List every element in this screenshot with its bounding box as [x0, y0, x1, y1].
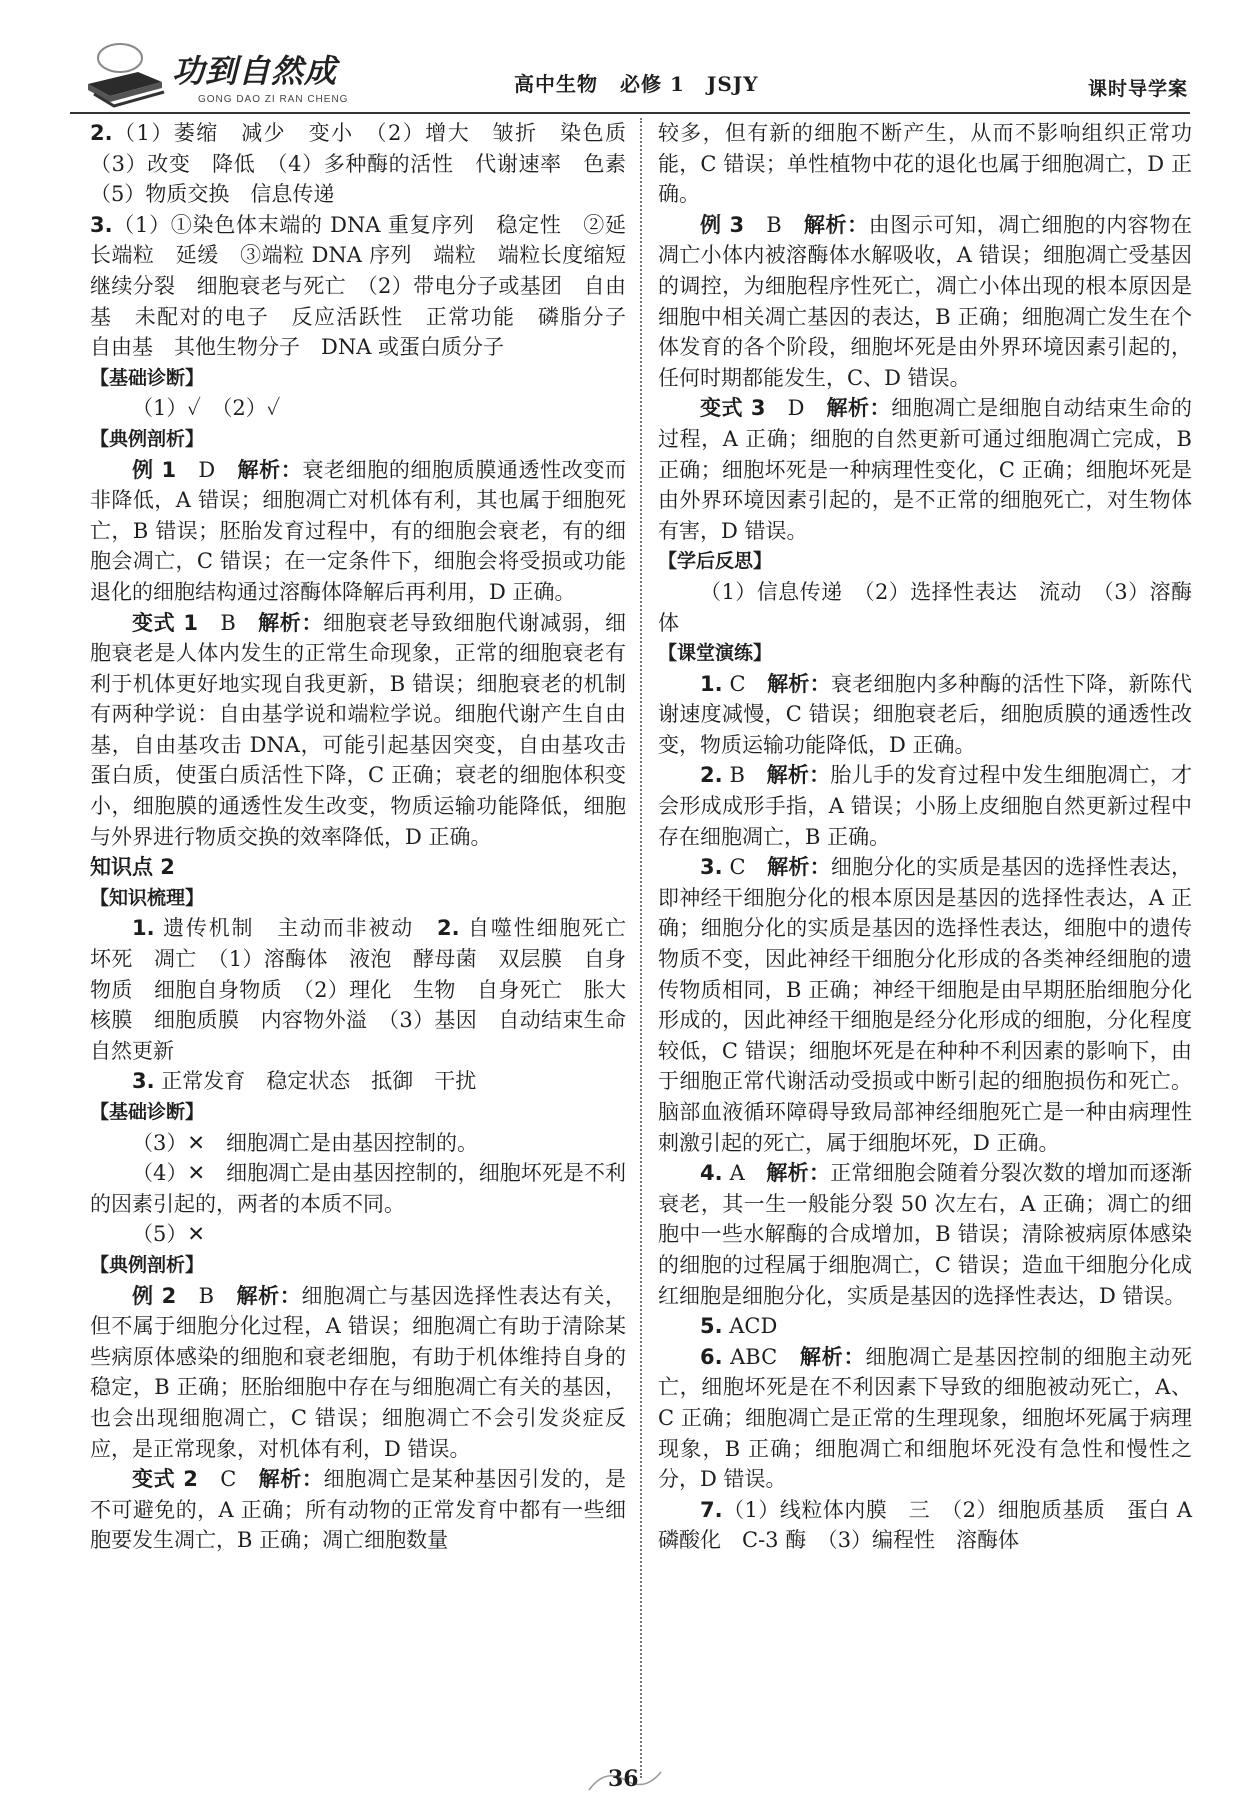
header-rule	[70, 112, 1190, 114]
books-icon	[80, 32, 180, 112]
section-heading: 【基础诊断】	[90, 1101, 205, 1123]
paragraph: 3. C 解析：细胞分化的实质是基因的选择性表达，即神经干细胞分化的根本原因是基因的选择性表达，A 正确；细胞分化的实质是基因的选择性表达，细胞中的遗传物质不变，因此神经干细胞分化形成的各类神经细胞的遗传物质相同，B 正确；神经干细胞是由早期胚胎细胞分化形成的，因此神经干细胞是经分化形成的细胞，分化程度较低，C 错误；细胞坏死是在种种不利因素的影响下，由于细胞正常代谢活动受损或中断引起的细胞损伤和死亡。脑部血液循环障碍导致局部神经细胞死亡是一种由病理性刺激引起的死亡，属于细胞坏死，D 正确。	[658, 855, 1193, 1155]
book-logo	[80, 32, 440, 112]
page-number: 36	[608, 1766, 639, 1792]
paragraph: （3）✕ 细胞凋亡是由基因控制的。	[132, 1130, 478, 1155]
section-heading: 【典例剖析】	[90, 427, 205, 450]
paragraph: （4）✕ 细胞凋亡是由基因控制的，细胞坏死是不利的因素引起的，两者的本质不同。	[90, 1161, 626, 1216]
paragraph: 1. 遗传机制 主动而非被动 2. 自噬性细胞死亡 坏死 凋亡 （1）溶酶体 液泡 酵母菌 双层膜 自身物质 细胞自身物质 （2）理化 生物 自身死亡 胀大 核膜 细胞质膜 内容物外溢 （3）基因 自动结束生命 自然更新	[90, 916, 647, 1063]
page-header	[70, 30, 1190, 112]
volume-name: 必修 1	[620, 72, 685, 96]
section-heading: 【基础诊断】	[90, 366, 205, 389]
paragraph: 例 2 B 解析：细胞凋亡与基因选择性表达有关，但不属于细胞分化过程，A 错误；细胞凋亡有助于清除某些病原体感染的细胞和衰老细胞，有助于机体维持自身的稳定，B 正确；胚胎细胞中存在与细胞凋亡有关的基因，也会出现细胞凋亡，C 错误；细胞凋亡不会引发炎症反应，是正常现象，对机体有利，D 错误。	[90, 1283, 627, 1461]
knowledge-point-heading: 知识点 2	[90, 855, 175, 880]
paragraph: 5. ACD	[700, 1314, 778, 1339]
series-tag: 课时导学案	[1087, 78, 1188, 100]
section-heading: 【知识梳理】	[90, 886, 205, 909]
right-column	[658, 118, 1213, 1556]
paragraph: 变式 2 C 解析：细胞凋亡是某种基因引发的，是不可避免的，A 正确；所有动物的正常发育中都有一些细胞要发生凋亡，B 正确；凋亡细胞数量	[90, 1467, 627, 1553]
brand-pinyin: GONG DAO ZI RAN CHENG	[198, 94, 349, 105]
section-heading: 【典例剖析】	[90, 1253, 205, 1276]
brand-title: 功到自然成	[172, 52, 338, 90]
paragraph: 2. B 解析：胎儿手的发育过程中发生细胞凋亡，才会形成成形手指，A 错误；小肠上皮细胞自然更新过程中存在细胞凋亡，B 正确。	[658, 763, 1192, 849]
paragraph: 2.（1）萎缩 减少 变小 （2）增大 皱折 染色质 （3）改变 降低 （4）多种酶的活性 代谢速率 色素 （5）物质交换 信息传递	[90, 121, 647, 207]
section-heading: 【课堂演练】	[658, 642, 773, 665]
paragraph: 1. C 解析：衰老细胞内多种酶的活性下降，新陈代谢速度减慢，C 错误；细胞衰老后，细胞质膜的通透性改变，物质运输功能降低，D 正确。	[658, 671, 1193, 757]
paragraph: 3. 正常发育 稳定状态 抵御 干扰	[132, 1069, 477, 1094]
subject-name: 高中生物	[514, 72, 598, 96]
paragraph: 变式 1 B 解析：细胞衰老导致细胞代谢减弱，细胞衰老是人体内发生的正常生命现象，正常的细胞衰老有利于机体更好地实现自我更新，B 错误；细胞衰老的机制有两种学说：自由基学说和端粒学说。细胞代谢产生自由基，自由基攻击 DNA，可能引起基因突变，自由基攻击蛋白质，使蛋白质活性下降，C 正确；衰老的细胞体积变小，细胞膜的通透性发生改变，物质运输功能降低，细胞与外界进行物质交换的效率降低，D 正确。	[90, 610, 627, 849]
paragraph: （1）✓ （2）✓	[132, 396, 281, 421]
edition-code: JSJY	[706, 72, 759, 96]
column-divider	[640, 118, 642, 1778]
paragraph: 6. ABC 解析：细胞凋亡是基因控制的细胞主动死亡，细胞坏死是在不利因素下导致的细胞被动死亡，A、C 正确；细胞凋亡是正常的生理现象，细胞坏死属于病理现象，B 正确；细胞凋亡和细胞坏死没有急性和慢性之分，D 错误。	[658, 1344, 1193, 1492]
paragraph: 例 1 D 解析：衰老细胞的细胞质膜通透性改变而非降低，A 错误；细胞凋亡对机体有利，其也属于细胞死亡，B 错误；胚胎发育过程中，有的细胞会衰老，有的细胞会凋亡，C 错误；在一定条件下，细胞会将受损或功能退化的细胞结构通过溶酶体降解后再利用，D 正确。	[90, 457, 626, 604]
paragraph: 变式 3 D 解析：细胞凋亡是细胞自动结束生命的过程，A 正确；细胞的自然更新可通过细胞凋亡完成，B 正确；细胞坏死是一种病理性变化，C 正确；细胞坏死是由外界环境因素引起的，是不正常的细胞死亡，对生物体有害，D 错误。	[658, 396, 1192, 543]
section-heading: 【学后反思】	[658, 550, 773, 573]
subject-line	[514, 68, 781, 97]
paragraph: （1）信息传递 （2）选择性表达 流动 （3）溶酶体	[658, 579, 1192, 635]
paragraph: 较多，但有新的细胞不断产生，从而不影响组织正常功能，C 错误；单性植物中花的退化也属于细胞凋亡，D 正确。	[658, 121, 1192, 207]
paragraph: 7.（1）线粒体内膜 三 （2）细胞质基质 蛋白 A 磷酸化 C-3 酶 （3）编程性 溶酶体	[658, 1497, 1213, 1553]
paragraph: 4. A 解析：正常细胞会随着分裂次数的增加而逐渐衰老，其一生一般能分裂 50 次左右，A 正确；凋亡的细胞中一些水解酶的合成增加，B 错误；清除被病原体感染的细胞的过程属于细胞凋亡，C 错误；造血干细胞分化成红细胞是细胞分化，实质是基因的选择性表达，D 错误。	[658, 1161, 1193, 1308]
paragraph: （5）✕	[132, 1222, 205, 1247]
left-column	[90, 118, 647, 1556]
paragraph: 3.（1）①染色体末端的 DNA 重复序列 稳定性 ②延长端粒 延缓 ③端粒 DNA 序列 端粒 端粒长度缩短 继续分裂 细胞衰老与死亡 （2）带电分子或基团 自由基 未配对的电子 反应活跃性 正常功能 磷脂分子 自由基 其他生物分子 DNA 或蛋白质分子	[90, 212, 647, 360]
paragraph: 例 3 B 解析：由图示可知，凋亡细胞的内容物在凋亡小体内被溶酶体水解吸收，A 错误；细胞凋亡受基因的调控，为细胞程序性死亡，凋亡小体出现的根本原因是细胞中相关凋亡基因的表达，B 正确；细胞凋亡发生在个体发育的各个阶段，细胞坏死是由外界环境因素引起的，任何时期都能发生，C、D 错误。	[658, 212, 1192, 390]
